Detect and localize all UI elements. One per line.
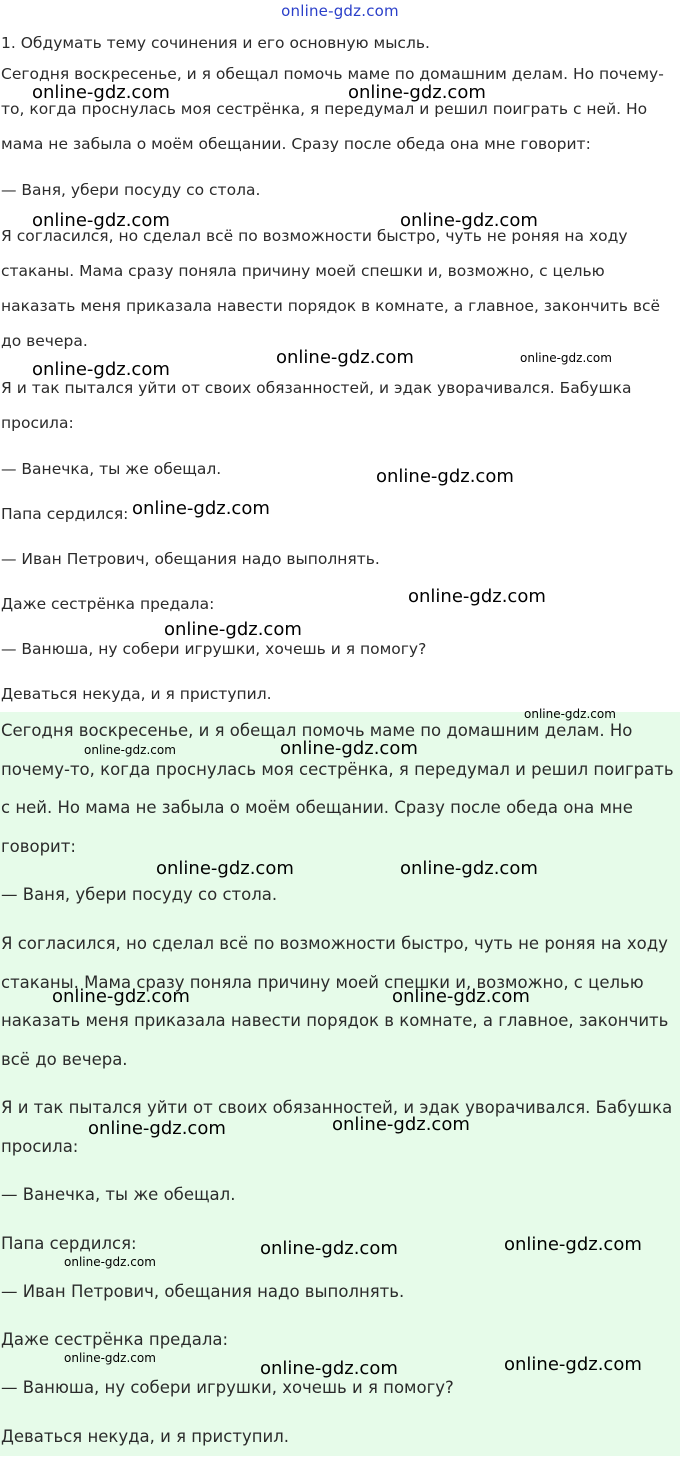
watermark: online-gdz.com	[332, 1114, 470, 1135]
watermark: online-gdz.com	[32, 210, 170, 231]
watermark: online-gdz.com	[504, 1354, 642, 1375]
watermark: online-gdz.com	[32, 82, 170, 103]
header-watermark: online-gdz.com	[281, 2, 399, 20]
task-heading: 1. Обдумать тему сочинения и его основную мысль.	[1, 34, 430, 52]
watermark: online-gdz.com	[260, 1358, 398, 1379]
plain-paragraph-5: — Ванечка, ты же обещал.	[1, 460, 222, 478]
watermark: online-gdz.com	[260, 1238, 398, 1259]
watermark: online-gdz.com	[280, 738, 418, 759]
watermark: online-gdz.com	[88, 1118, 226, 1139]
watermark: online-gdz.com	[408, 586, 546, 607]
green-paragraph-1: Сегодня воскресенье, и я обещал помочь маме по домашним делам. Но почему-то, когда проснулась моя сестрёнка, я передумал и решил поиграть с ней. Но мама не забыла о моём обещании. Сразу после обеда она мне говорит:	[1, 721, 674, 856]
green-paragraph-7: — Иван Петрович, обещания надо выполнять.	[1, 1282, 405, 1301]
plain-paragraph-7: — Иван Петрович, обещания надо выполнять.	[1, 550, 380, 568]
watermark: online-gdz.com	[392, 986, 530, 1007]
green-paragraph-10: Деваться некуда, и я приступил.	[1, 1427, 290, 1446]
plain-paragraph-6: Папа сердился:	[1, 505, 129, 523]
watermark: online-gdz.com	[520, 351, 612, 365]
green-paragraph-6: Папа сердился:	[1, 1234, 137, 1253]
plain-paragraph-3: Я согласился, но сделал всё по возможности быстро, чуть не роняя на ходу стаканы. Мама сразу поняла причину моей спешки и, возможно, с целью наказать меня приказала навести порядок в комнате, а главное, закончить всё до вечера.	[1, 227, 661, 350]
plain-paragraph-1: Сегодня воскресенье, и я обещал помочь маме по домашним делам. Но почему-то, когда проснулась моя сестрёнка, я передумал и решил поиграть с ней. Но мама не забыла о моём обещании. Сразу после обеда она мне говорит:	[1, 65, 664, 153]
watermark: online-gdz.com	[524, 707, 616, 721]
watermark: online-gdz.com	[164, 619, 302, 640]
green-paragraph-3: Я согласился, но сделал всё по возможности быстро, чуть не роняя на ходу стаканы. Мама сразу поняла причину моей спешки и, возможно, с целью наказать меня приказала навести порядок в комнате, а главное, закончить всё до вечера.	[1, 934, 669, 1069]
plain-paragraph-10: Деваться некуда, и я приступил.	[1, 685, 272, 703]
watermark: online-gdz.com	[32, 359, 170, 380]
plain-paragraph-4: Я и так пытался уйти от своих обязанностей, и эдак уворачивался. Бабушка просила:	[1, 379, 632, 432]
watermark: online-gdz.com	[348, 82, 486, 103]
watermark: online-gdz.com	[400, 858, 538, 879]
green-paragraph-9: — Ванюша, ну собери игрушки, хочешь и я помогу?	[1, 1378, 454, 1397]
watermark: online-gdz.com	[504, 1234, 642, 1255]
watermark: online-gdz.com	[400, 210, 538, 231]
green-paragraph-5: — Ванечка, ты же обещал.	[1, 1185, 236, 1204]
watermark: online-gdz.com	[376, 466, 514, 487]
watermark: online-gdz.com	[132, 498, 270, 519]
plain-paragraph-8: Даже сестрёнка предала:	[1, 595, 215, 613]
watermark: online-gdz.com	[64, 1351, 156, 1365]
watermark: online-gdz.com	[276, 347, 414, 368]
green-paragraph-2: — Ваня, убери посуду со стола.	[1, 885, 278, 904]
plain-paragraph-2: — Ваня, убери посуду со стола.	[1, 181, 261, 199]
green-paragraph-4: Я и так пытался уйти от своих обязанностей, и эдак уворачивался. Бабушка просила:	[1, 1098, 673, 1156]
watermark: online-gdz.com	[156, 858, 294, 879]
watermark: online-gdz.com	[52, 986, 190, 1007]
watermark: online-gdz.com	[64, 1255, 156, 1269]
green-paragraph-8: Даже сестрёнка предала:	[1, 1330, 229, 1349]
plain-paragraph-9: — Ванюша, ну собери игрушки, хочешь и я помогу?	[1, 640, 427, 658]
watermark: online-gdz.com	[84, 743, 176, 757]
